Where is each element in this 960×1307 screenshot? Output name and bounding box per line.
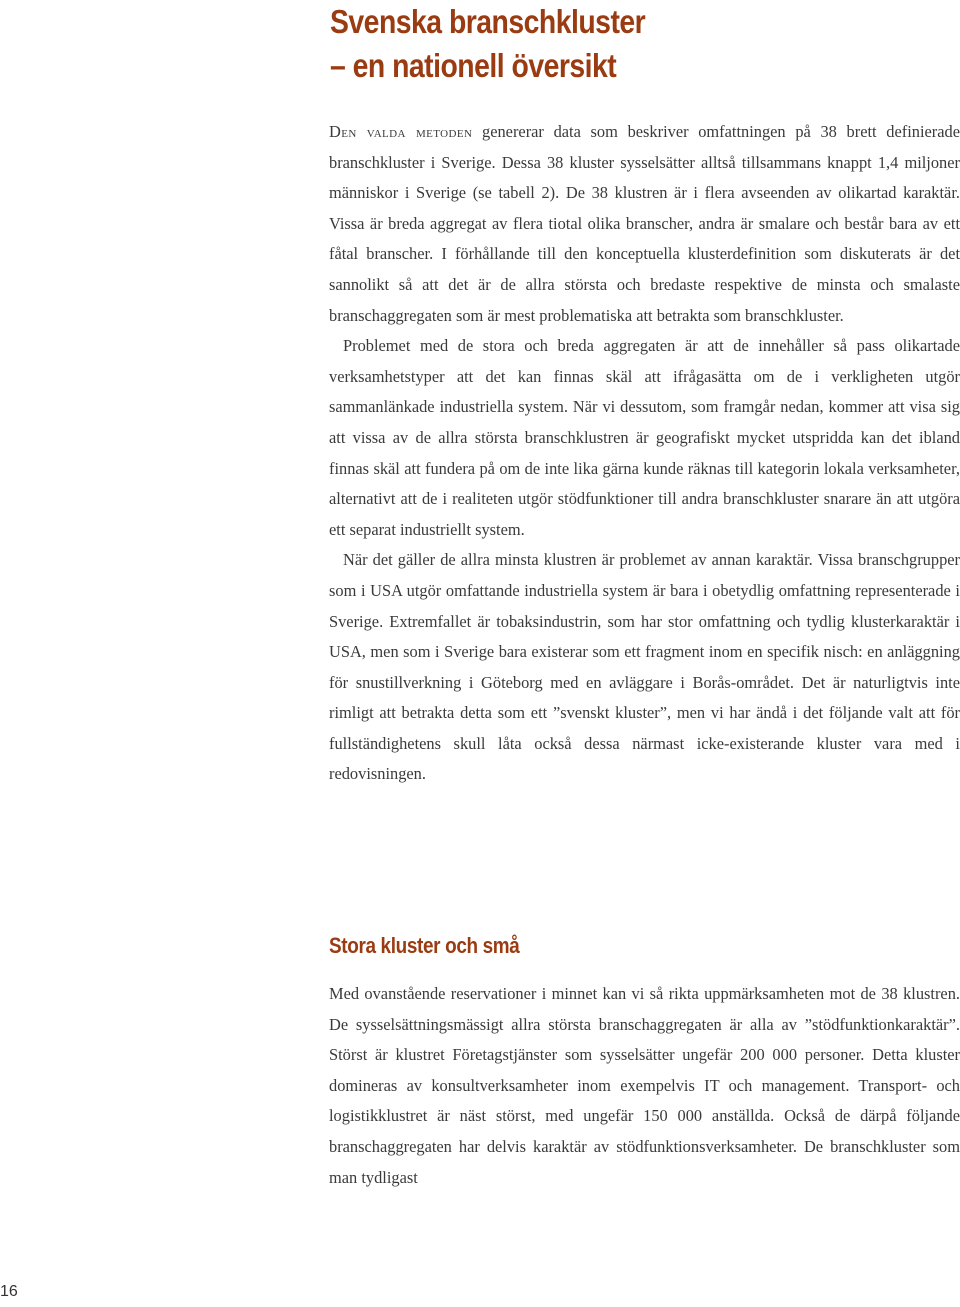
paragraph-4: Med ovanstående reservationer i minnet kan vi så rikta uppmärksamheten mot de 38 klustren. De sysselsättningsmässigt allra största branschaggregaten är alla av ”stödfunktionkaraktär”. Störst är klustret Företagstjänster som sysselsätter ungefär 200 000 personer. Detta kluster domineras av konsultverksamheter inom exempelvis IT och management. Transport- och logistikklustret är näst störst, med ungefär 150 000 anställda. Också de därpå följande branschaggregaten har delvis karaktär av stödfunktionsverksamheter. De branschkluster som man tydligast — [329, 984, 960, 1187]
title-line-1: Svenska branschkluster — [330, 3, 646, 40]
lead-in-smallcaps: Den valda metoden — [329, 122, 473, 141]
stora-kluster-section — [329, 979, 960, 1193]
section-heading: Stora kluster och små — [329, 933, 520, 958]
paragraph-2: Problemet med de stora och breda aggregaten är att de innehåller så pass olikartade verksamhetstyper att det kan finnas skäl att ifrågasätta om de i verkligheten utgör sammanlänkade industriella system. När vi dessutom, som framgår nedan, kommer att visa sig att vissa av de allra största branschklustren är geografiskt mycket utspridda kan det ibland finnas skäl att fundera på om de inte lika gärna kunde räknas till kategorin lokala verksamheter, alternativt att de i realiteten utgör stödfunktioner till andra branschkluster snarare än att utgöra ett separat industriellt system. — [329, 336, 960, 539]
paragraph-1-text: genererar data som beskriver omfattningen på 38 brett definierade branschkluster i Sverige. Dessa 38 kluster sysselsätter alltså tillsammans knappt 1,4 miljoner människor i Sverige (se tabell 2). De 38 klustren är i flera avseenden av olikartad karaktär. Vissa är breda aggregat av flera tiotal olika branscher, andra är smalare och består bara av ett fåtal branscher. I förhållande till den konceptuella klusterdefinition som diskuterats är det sannolikt så att det är de allra största och bredaste respektive de minsta och smalaste branschaggregaten som är mest problematiska att betrakta som branschkluster. — [329, 122, 960, 325]
paragraph-3: När det gäller de allra minsta klustren är problemet av annan karaktär. Vissa branschgrupper som i USA utgör omfattande industriella system är bara i obetydlig omfattning representerade i Sverige. Extremfallet är tobaksindustrin, som har stor omfattning och tydlig klusterkaraktär i USA, men som i Sverige bara existerar som ett fragment inom en specifik nisch: en anläggning för snustillverkning i Göteborg med en avläggare i Borås-området. Det är naturligtvis inte rimligt att betrakta detta som ett ”svenskt kluster”, men vi har ändå i det följande valt att för fullständighetens skull låta också dessa närmast icke-existerande kluster vara med i redovisningen. — [329, 550, 960, 784]
page-title — [330, 0, 863, 88]
intro-section — [329, 117, 960, 790]
title-line-2: – en nationell översikt — [330, 47, 617, 84]
page-number: 16 — [0, 1283, 18, 1300]
paragraph-1 — [329, 117, 960, 331]
